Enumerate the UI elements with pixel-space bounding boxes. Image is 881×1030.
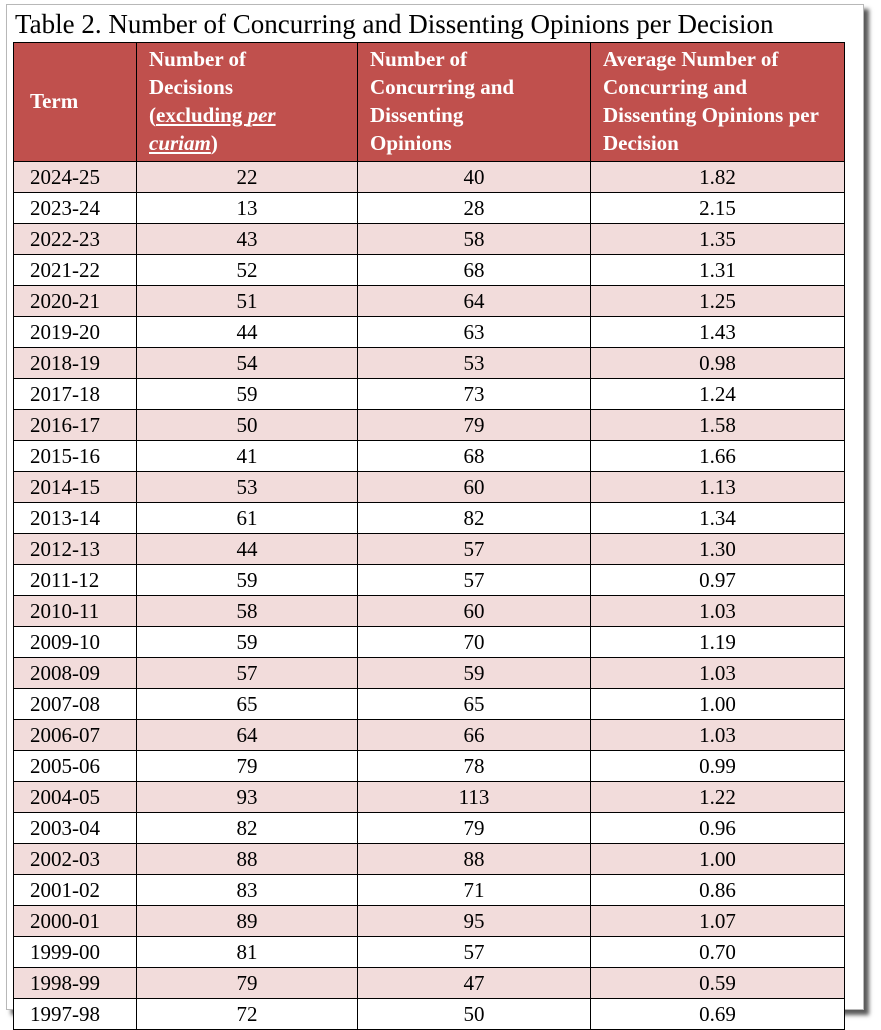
opinions-cell: 28: [358, 193, 591, 224]
decisions-cell: 64: [137, 720, 358, 751]
average-cell: 1.43: [591, 317, 845, 348]
header-opinions-line4: Opinions: [370, 131, 452, 155]
opinions-cell: 79: [358, 813, 591, 844]
decisions-cell: 58: [137, 596, 358, 627]
table-row: [14, 162, 845, 193]
decisions-cell: 22: [137, 162, 358, 193]
opinions-table: [13, 42, 845, 1030]
decisions-cell: 82: [137, 813, 358, 844]
average-cell: 1.03: [591, 596, 845, 627]
term-cell: 2017-18: [14, 379, 137, 410]
header-opinions-line2: Concurring and: [370, 75, 515, 99]
opinions-cell: 59: [358, 658, 591, 689]
term-cell: 2007-08: [14, 689, 137, 720]
decisions-cell: 88: [137, 844, 358, 875]
term-cell: 2022-23: [14, 224, 137, 255]
average-cell: 1.22: [591, 782, 845, 813]
table-row: [14, 255, 845, 286]
table-row: [14, 317, 845, 348]
decisions-cell: 44: [137, 534, 358, 565]
opinions-cell: 60: [358, 472, 591, 503]
opinions-cell: 57: [358, 534, 591, 565]
table-row: [14, 565, 845, 596]
opinions-cell: 70: [358, 627, 591, 658]
table-row: [14, 937, 845, 968]
opinions-cell: 95: [358, 906, 591, 937]
opinions-cell: 79: [358, 410, 591, 441]
header-average-line4: Decision: [603, 131, 679, 155]
average-cell: 1.03: [591, 720, 845, 751]
opinions-cell: 88: [358, 844, 591, 875]
header-decisions: [137, 43, 358, 162]
term-cell: 2021-22: [14, 255, 137, 286]
opinions-cell: 40: [358, 162, 591, 193]
term-cell: 2003-04: [14, 813, 137, 844]
average-cell: 1.00: [591, 689, 845, 720]
opinions-cell: 73: [358, 379, 591, 410]
term-cell: 2020-21: [14, 286, 137, 317]
table-row: [14, 379, 845, 410]
term-cell: 2023-24: [14, 193, 137, 224]
average-cell: 1.13: [591, 472, 845, 503]
table-row: [14, 658, 845, 689]
decisions-cell: 59: [137, 565, 358, 596]
term-cell: 2010-11: [14, 596, 137, 627]
term-cell: 2024-25: [14, 162, 137, 193]
header-average-line3: Dissenting Opinions per: [603, 103, 819, 127]
opinions-cell: 66: [358, 720, 591, 751]
average-cell: 2.15: [591, 193, 845, 224]
header-decisions-per: per: [247, 103, 276, 127]
table-row: [14, 875, 845, 906]
decisions-cell: 41: [137, 441, 358, 472]
table-row: [14, 782, 845, 813]
table-row: [14, 441, 845, 472]
header-term: Term: [14, 43, 137, 162]
opinions-cell: 50: [358, 999, 591, 1030]
average-cell: 1.34: [591, 503, 845, 534]
decisions-cell: 53: [137, 472, 358, 503]
average-cell: 0.86: [591, 875, 845, 906]
table-row: [14, 689, 845, 720]
header-decisions-paren-close: ): [210, 131, 218, 155]
decisions-cell: 93: [137, 782, 358, 813]
average-cell: 1.31: [591, 255, 845, 286]
average-cell: 0.99: [591, 751, 845, 782]
table-row: [14, 999, 845, 1030]
average-cell: 1.35: [591, 224, 845, 255]
header-average: [591, 43, 845, 162]
term-cell: 2019-20: [14, 317, 137, 348]
average-cell: 1.82: [591, 162, 845, 193]
decisions-cell: 51: [137, 286, 358, 317]
header-decisions-line1: Number of: [149, 47, 247, 71]
term-cell: 1999-00: [14, 937, 137, 968]
average-cell: 1.00: [591, 844, 845, 875]
opinions-cell: 78: [358, 751, 591, 782]
table-row: [14, 906, 845, 937]
table-row: [14, 627, 845, 658]
header-decisions-line2: Decisions: [149, 75, 233, 99]
decisions-cell: 89: [137, 906, 358, 937]
opinions-cell: 58: [358, 224, 591, 255]
term-cell: 2005-06: [14, 751, 137, 782]
table-row: [14, 410, 845, 441]
decisions-cell: 79: [137, 751, 358, 782]
average-cell: 1.58: [591, 410, 845, 441]
opinions-cell: 53: [358, 348, 591, 379]
average-cell: 0.97: [591, 565, 845, 596]
header-decisions-excluding: excluding: [156, 103, 248, 127]
header-opinions-line3: Dissenting: [370, 103, 464, 127]
table-row: [14, 503, 845, 534]
table-row: [14, 720, 845, 751]
table-row: [14, 286, 845, 317]
term-cell: 2006-07: [14, 720, 137, 751]
header-average-line1: Average Number of: [603, 47, 779, 71]
average-cell: 1.07: [591, 906, 845, 937]
term-cell: 2015-16: [14, 441, 137, 472]
table-row: [14, 813, 845, 844]
average-cell: 0.98: [591, 348, 845, 379]
table-row: [14, 224, 845, 255]
decisions-cell: 79: [137, 968, 358, 999]
average-cell: 0.69: [591, 999, 845, 1030]
opinions-cell: 68: [358, 441, 591, 472]
average-cell: 0.59: [591, 968, 845, 999]
header-decisions-curiam: curiam: [149, 131, 211, 155]
term-cell: 2018-19: [14, 348, 137, 379]
average-cell: 1.66: [591, 441, 845, 472]
opinions-cell: 57: [358, 565, 591, 596]
decisions-cell: 61: [137, 503, 358, 534]
term-cell: 2002-03: [14, 844, 137, 875]
term-cell: 1998-99: [14, 968, 137, 999]
term-cell: 2011-12: [14, 565, 137, 596]
decisions-cell: 13: [137, 193, 358, 224]
table-row: [14, 193, 845, 224]
opinions-cell: 82: [358, 503, 591, 534]
table-figure: [6, 4, 864, 1026]
table-row: [14, 596, 845, 627]
decisions-cell: 44: [137, 317, 358, 348]
opinions-cell: 113: [358, 782, 591, 813]
opinions-cell: 63: [358, 317, 591, 348]
table-row: [14, 968, 845, 999]
average-cell: 0.96: [591, 813, 845, 844]
term-cell: 2009-10: [14, 627, 137, 658]
term-cell: 2014-15: [14, 472, 137, 503]
average-cell: 1.24: [591, 379, 845, 410]
average-cell: 0.70: [591, 937, 845, 968]
table-caption: Table 2. Number of Concurring and Dissenting Opinions per Decision: [15, 9, 774, 39]
term-cell: 1997-98: [14, 999, 137, 1030]
opinions-cell: 68: [358, 255, 591, 286]
opinions-cell: 60: [358, 596, 591, 627]
table-row: [14, 348, 845, 379]
opinions-cell: 65: [358, 689, 591, 720]
table-row: [14, 472, 845, 503]
average-cell: 1.25: [591, 286, 845, 317]
header-opinions: [358, 43, 591, 162]
term-cell: 2013-14: [14, 503, 137, 534]
decisions-cell: 50: [137, 410, 358, 441]
decisions-cell: 57: [137, 658, 358, 689]
header-opinions-line1: Number of: [370, 47, 468, 71]
opinions-cell: 47: [358, 968, 591, 999]
decisions-cell: 43: [137, 224, 358, 255]
decisions-cell: 65: [137, 689, 358, 720]
decisions-cell: 59: [137, 379, 358, 410]
term-cell: 2012-13: [14, 534, 137, 565]
opinions-cell: 64: [358, 286, 591, 317]
table-row: [14, 751, 845, 782]
table-row: [14, 534, 845, 565]
term-cell: 2008-09: [14, 658, 137, 689]
opinions-cell: 57: [358, 937, 591, 968]
term-cell: 2000-01: [14, 906, 137, 937]
decisions-cell: 81: [137, 937, 358, 968]
header-row: [14, 43, 845, 162]
opinions-cell: 71: [358, 875, 591, 906]
decisions-cell: 59: [137, 627, 358, 658]
average-cell: 1.19: [591, 627, 845, 658]
header-decisions-paren-open: (: [149, 103, 156, 127]
decisions-cell: 54: [137, 348, 358, 379]
decisions-cell: 83: [137, 875, 358, 906]
header-average-line2: Concurring and: [603, 75, 748, 99]
table-body: [14, 162, 845, 1030]
term-cell: 2001-02: [14, 875, 137, 906]
decisions-cell: 52: [137, 255, 358, 286]
term-cell: 2016-17: [14, 410, 137, 441]
decisions-cell: 72: [137, 999, 358, 1030]
table-row: [14, 844, 845, 875]
average-cell: 1.03: [591, 658, 845, 689]
average-cell: 1.30: [591, 534, 845, 565]
term-cell: 2004-05: [14, 782, 137, 813]
